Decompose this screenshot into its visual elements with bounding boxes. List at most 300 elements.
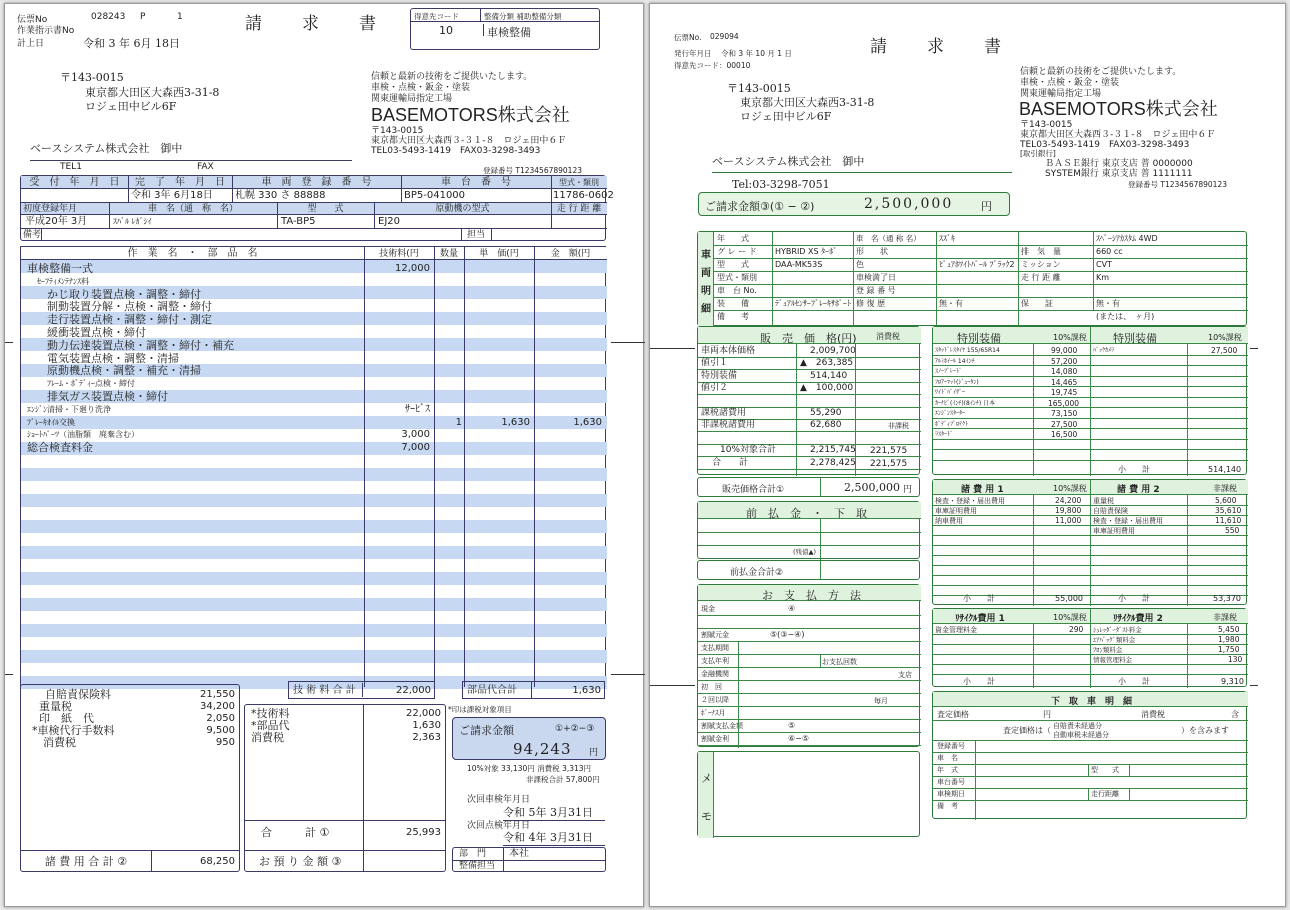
vehicle-a-cell: 年 式 bbox=[717, 234, 749, 243]
slogan-1: 信頼と最新の技術をご提供いたします。 bbox=[371, 72, 533, 82]
vehicle-b-cell: HYBRID XS ﾀｰﾎﾞ bbox=[775, 247, 838, 256]
special-item-name: ｴﾝｼﾞﾝｽﾀｰﾀｰ bbox=[935, 410, 966, 417]
vehicle-side-char: 細 bbox=[701, 304, 711, 315]
sale-row-value: 2,278,425 bbox=[810, 457, 856, 468]
issue-date: 令和 3 年 10 月 1 日 bbox=[721, 49, 792, 58]
memo-char-1: メ bbox=[701, 772, 712, 785]
sum-value: 2,363 bbox=[412, 732, 441, 743]
amount-header: 金 額(円 bbox=[550, 249, 591, 259]
company-zip: 〒143-0015 bbox=[1020, 120, 1073, 130]
fees-total: 68,250 bbox=[200, 856, 235, 867]
customer-code: 得意先コード：00010 bbox=[674, 61, 751, 70]
special-item-price: 57,200 bbox=[1051, 356, 1078, 366]
trade-row-label: 年 式 bbox=[937, 766, 958, 774]
pay-row-mark: ⑤ bbox=[788, 721, 796, 730]
special-title-left: 特別装備 bbox=[957, 332, 1001, 345]
work-item-name: ｴﾝｼﾞﾝ清掃・下廻り洗浄 bbox=[27, 404, 111, 414]
pay-row-label: ２回以降 bbox=[701, 696, 729, 704]
special-item-name: ｶｰﾅﾋﾞ(ｲﾝﾁ)(8ｲﾝﾁ) 日本 bbox=[935, 399, 996, 407]
customer-name: ベースシステム株式会社 御中 bbox=[712, 153, 1012, 173]
prepay-total-label: 前払金合計② bbox=[730, 568, 784, 578]
engine-model: EJ20 bbox=[378, 216, 400, 227]
work-item-name: ﾌﾞﾚｰｷｵｲﾙ交換 bbox=[27, 417, 75, 427]
trade-note-4: ）を含みます bbox=[1181, 726, 1229, 735]
sale-row-value: ▲ 263,385 bbox=[800, 358, 854, 369]
bill-amount-box bbox=[452, 717, 606, 760]
sum-label: 消費税 bbox=[251, 731, 284, 744]
trade-price-yen: 円 bbox=[1043, 710, 1051, 719]
work-item-name: ｾｰﾌﾃｨﾒﾝﾃﾅﾝｽ料 bbox=[37, 276, 89, 286]
recycle1-tax: 10%課税 bbox=[1053, 613, 1087, 622]
recycle1-item-price: 290 bbox=[1069, 625, 1084, 634]
special-subtotal: 514,140 bbox=[1208, 465, 1242, 474]
vehicle-e-cell: ミッション bbox=[1021, 260, 1061, 269]
slogan-2: 車検・点検・鈑金・塗装 bbox=[371, 83, 471, 93]
vehicle-d-cell: ﾋﾟｭｱﾎﾜｲﾄﾊﾟｰﾙ ﾌﾞﾗｯｸ2 bbox=[939, 260, 1015, 269]
vehicle-c-cell: 形 状 bbox=[856, 247, 888, 256]
staff-label: 担当 bbox=[466, 230, 485, 240]
sale-price-box bbox=[697, 326, 920, 475]
company-zip: 〒143-0015 bbox=[371, 126, 424, 136]
work-item-name: 制動装置分解・点検・調整・締付 bbox=[47, 300, 212, 314]
special-title-right: 特別装備 bbox=[1113, 332, 1157, 345]
residual-debt-label: (残債▲) bbox=[793, 548, 817, 556]
special-item-name: ﾊﾞｯｸｶﾒﾗ bbox=[1093, 347, 1115, 354]
pay-row-mark: ⑥−⑤ bbox=[788, 734, 810, 743]
work-item-tech: 7,000 bbox=[401, 442, 430, 454]
type-class-header: 型式・類別 bbox=[559, 178, 599, 187]
sale-row-label: 課税諸費用 bbox=[701, 408, 747, 418]
slip-no-label: 伝票No bbox=[17, 15, 48, 25]
recycle1-item-name: 資金管理料金 bbox=[935, 626, 977, 634]
fee-value: 2,050 bbox=[206, 713, 235, 724]
vehicle-c-cell: 登 録 番 号 bbox=[856, 286, 896, 295]
special-tax-right: 10%課税 bbox=[1208, 333, 1242, 342]
vehicle-a-cell: 型式・類別 bbox=[717, 273, 757, 282]
customer-zip: 〒143-0015 bbox=[727, 82, 791, 95]
fee-value: 950 bbox=[215, 737, 235, 748]
sale-row-value: ▲ 100,000 bbox=[800, 383, 854, 394]
fax-label: FAX bbox=[197, 162, 214, 172]
company-address: 東京都大田区大森西３-３１-８ ロジェ田中６Ｆ bbox=[371, 136, 567, 146]
sum-total: 25,993 bbox=[406, 827, 441, 838]
trade-model-label: 型 式 bbox=[1091, 766, 1119, 774]
vehicle-side-char: 明 bbox=[701, 286, 711, 297]
sale-row-value: 55,290 bbox=[810, 408, 842, 418]
bank-label: [取引銀行] bbox=[1020, 149, 1056, 158]
fee1-title: 諸 費 用 1 bbox=[961, 485, 1004, 495]
category-label: 整備分類 補助整備分類 bbox=[481, 9, 599, 22]
type-class: 11786-0602 bbox=[553, 190, 614, 201]
special-item-name: ﾗｽﾀｰﾄﾞ bbox=[935, 431, 954, 438]
fee1-item-name: 納車費用 bbox=[935, 517, 963, 525]
sale-title: 販 売 価 格(円) bbox=[760, 332, 857, 345]
vehicle-d-cell: 無・有 bbox=[939, 299, 963, 308]
unit-price-header: 単 価(円 bbox=[479, 249, 519, 259]
fee2-title: 諸 費 用 2 bbox=[1117, 485, 1160, 495]
sale-row-tax: 221,575 bbox=[870, 446, 908, 457]
company-address: 東京都大田区大森西３-３１-８ ロジェ田中６Ｆ bbox=[1020, 130, 1216, 140]
sale-tax-header: 消費税 bbox=[876, 332, 900, 341]
tech-total-box bbox=[288, 681, 435, 699]
pay-row-mark: ④ bbox=[788, 604, 796, 613]
slip-label: 伝票No. bbox=[674, 33, 702, 42]
slogan-3: 関東運輸局指定工場 bbox=[1020, 89, 1102, 99]
fee2-subtotal: 53,370 bbox=[1213, 594, 1241, 603]
vehicle-e-cell: 保 証 bbox=[1021, 299, 1053, 308]
special-item-name: ﾜｲﾄﾞﾊﾞｲｻﾞｰ bbox=[935, 389, 966, 396]
fee-value: 21,550 bbox=[200, 689, 235, 700]
pay-row-label: 現金 bbox=[701, 605, 715, 613]
invoice-page-1 bbox=[4, 3, 644, 907]
vehicle-info-table bbox=[20, 175, 614, 241]
company-phone: TEL03-5493-1419 FAX03-3298-3493 bbox=[371, 146, 541, 156]
sale-row-label: 値引１ bbox=[701, 358, 729, 369]
recycle2-tax: 非課税 bbox=[1213, 613, 1237, 622]
trade-row-label: 備 考 bbox=[937, 802, 958, 810]
customer-zip: 〒143-0015 bbox=[60, 71, 124, 84]
fee1-subtotal: 55,000 bbox=[1055, 594, 1083, 603]
trade-row-label: 車台番号 bbox=[937, 778, 965, 786]
special-item-name: ﾌﾛｱｰﾏｯﾄ(ｼﾞｭｰﾀﾝ) bbox=[935, 378, 979, 386]
fee2-tax: 非課税 bbox=[1213, 484, 1237, 493]
slogan-1: 信頼と最新の技術をご提供いたします。 bbox=[1020, 67, 1182, 77]
page-number: 1 bbox=[177, 12, 183, 22]
sale-row-label: 特別装備 bbox=[701, 370, 738, 381]
slip-no: 029094 bbox=[710, 32, 739, 41]
customer-address-2: ロジェ田中ビル6F bbox=[740, 110, 832, 123]
slip-no: 028243 bbox=[91, 12, 126, 22]
vehicle-d-cell: ｽｽﾞｷ bbox=[939, 234, 955, 243]
fee2-item-name: 車庫証明費用 bbox=[1093, 527, 1135, 535]
special-item-price: 27,500 bbox=[1051, 419, 1078, 429]
sale-row-value: 2,009,700 bbox=[810, 346, 856, 356]
issue-label: 発行年月日 bbox=[674, 49, 712, 58]
sale-row-label: 10%対象合計 bbox=[720, 445, 777, 456]
work-name-header: 作 業 名 ・ 部 品 名 bbox=[127, 248, 258, 259]
sale-row-value: 514,140 bbox=[810, 370, 848, 381]
vehicle-b-cell: DAA-MK53S bbox=[775, 260, 823, 269]
trade-tax-label: 消費税 bbox=[1141, 710, 1165, 719]
done-date-header: 完 了 年 月 日 bbox=[135, 177, 225, 188]
invoice-date: 令和 3 年 6月 18日 bbox=[83, 37, 180, 50]
recycle2-item-price: 1,750 bbox=[1218, 645, 1240, 654]
special-item-name: ｽﾀｯﾄﾞﾚｽﾀｲﾔ 155/65R14 bbox=[935, 347, 1000, 354]
customer-address-1: 東京都大田区大森西3-31-8 bbox=[85, 86, 220, 99]
sum-label: *技術料 bbox=[251, 707, 290, 720]
slogan-2: 車検・点検・鈑金・塗装 bbox=[1020, 78, 1120, 88]
work-item-name: 電気装置点検・調整・清掃 bbox=[47, 351, 179, 365]
sum-label: *部品代 bbox=[251, 719, 290, 732]
fees-total-label: 諸 費 用 合 計 ② bbox=[44, 855, 128, 868]
vehicle-c-cell: 修 復 歴 bbox=[856, 299, 886, 308]
done-date: 令和 3年 6月18日 bbox=[131, 190, 213, 201]
customer-code-box bbox=[410, 8, 600, 50]
recycle2-title: ﾘｻｲｸﾙ費用 2 bbox=[1113, 614, 1163, 624]
fee-label: 消費税 bbox=[43, 736, 76, 749]
model: TA-BP5 bbox=[281, 216, 316, 227]
vehicle-side-char: 両 bbox=[701, 268, 711, 279]
fee2-subtotal-label: 小 計 bbox=[1118, 594, 1150, 603]
tax-line-1: 10%対象 33,130円 消費税 3,313円 bbox=[467, 764, 592, 773]
work-items-table bbox=[20, 246, 606, 686]
work-item-tech: 3,000 bbox=[401, 429, 430, 441]
pay-row-label: 金融機関 bbox=[701, 670, 729, 678]
trade-row-label: 車検期日 bbox=[937, 790, 965, 798]
registration-number: 登録番号 T1234567890123 bbox=[1128, 180, 1227, 189]
date-label: 計上日 bbox=[17, 39, 45, 49]
work-item-name: かじ取り装置点検・調整・締付 bbox=[47, 287, 201, 301]
car-name: ｽﾊﾞﾙ ﾚｶﾞｼｲ bbox=[113, 217, 152, 226]
fee1-item-name: 検査・登録・届出費用 bbox=[935, 497, 1005, 505]
special-item-name: ｱﾙﾐﾎｲｰﾙ 14ｲﾝﾁ bbox=[935, 357, 975, 365]
pay-row-label: 割賦支払金額 bbox=[701, 722, 743, 730]
recycle2-item-name: ｼｭﾚｯﾀﾞｰﾀﾞｽﾄ料金 bbox=[1093, 626, 1142, 634]
work-item-name: 原動機点検・調整・補充・清掃 bbox=[47, 364, 201, 378]
customer-name: ベースシステム株式会社 御中 bbox=[30, 140, 352, 161]
work-item-name: 車検整備一式 bbox=[27, 262, 93, 275]
fee-value: 9,500 bbox=[206, 725, 235, 736]
tax-line-2: 非課税合計 57,800円 bbox=[526, 775, 600, 784]
vehicle-a-cell: 備 考 bbox=[717, 312, 749, 321]
fee-label: 印 紙 代 bbox=[39, 712, 94, 725]
chassis-no: BP5-041000 bbox=[404, 190, 466, 201]
fee1-item-name: 車庫証明費用 bbox=[935, 507, 977, 515]
work-item-unit: 1,630 bbox=[501, 416, 530, 428]
work-item-name: 緩衝装置点検・締付 bbox=[47, 326, 146, 339]
fee-label: *車検代行手数料 bbox=[32, 724, 115, 737]
special-item-price: 19,745 bbox=[1051, 388, 1078, 397]
dept: 本社 bbox=[509, 848, 529, 859]
next-inspection-label: 次回車検年月日 bbox=[467, 795, 531, 805]
recycle1-title: ﾘｻｲｸﾙ費用 1 bbox=[955, 614, 1005, 624]
vehicle-c-cell: 車 名（通 称 名） bbox=[856, 234, 921, 243]
sum-total-label: 合 計 ① bbox=[261, 826, 330, 839]
next-inspection-date: 令和 5年 3月31日 bbox=[503, 804, 605, 821]
trade-price-label: 査定価格 bbox=[937, 710, 969, 719]
special-subtotal-label: 小 計 bbox=[1118, 465, 1150, 474]
special-item-price: 73,150 bbox=[1051, 409, 1078, 418]
model-header: 型 式 bbox=[307, 204, 344, 214]
pay-row-mark: ⑤(③−④) bbox=[770, 630, 805, 639]
special-item-name: ﾎﾞﾃﾞｨﾌﾟﾛﾃｸﾄ bbox=[935, 420, 969, 428]
tech-total: 22,000 bbox=[396, 685, 431, 696]
next-check-label: 次回点検年月日 bbox=[467, 821, 531, 831]
sale-row-label: 車両本体価格 bbox=[701, 346, 756, 356]
invoice-page-2 bbox=[649, 3, 1286, 907]
fee-value: 34,200 bbox=[200, 701, 235, 712]
vehicle-e-cell: 走 行 距 離 bbox=[1021, 273, 1061, 282]
first-reg-date: 平成20年 3月 bbox=[25, 216, 88, 227]
pay-row-label: ﾎﾞｰﾅｽ月 bbox=[701, 709, 726, 717]
distance-header: 走 行 距 離 bbox=[556, 204, 602, 214]
sum-value: 22,000 bbox=[406, 708, 441, 719]
fee2-item-price: 550 bbox=[1225, 526, 1240, 535]
memo-char-2: モ bbox=[701, 810, 712, 823]
mechanic-label: 整備担当 bbox=[459, 861, 496, 871]
bank-1: ＢＡＳＥ銀行 東京支店 普 0000000 bbox=[1045, 159, 1193, 169]
trade-detail-title: 下 取 車 明 細 bbox=[1051, 697, 1133, 707]
recycle2-item-name: ｴｱﾊﾞｯｸﾞ類料金 bbox=[1093, 636, 1136, 644]
engine-header: 原動機の型式 bbox=[435, 204, 490, 214]
sum-box bbox=[244, 704, 446, 872]
monthly-label: 毎月 bbox=[874, 697, 888, 705]
customer-address-2: ロジェ田中ビル6F bbox=[85, 100, 177, 113]
work-item-name: ﾌﾚｰﾑ・ﾎﾞﾃﾞｨｰ点検・締付 bbox=[47, 379, 135, 389]
pay-row-label: 支払期間 bbox=[701, 644, 729, 652]
customer-address-1: 東京都大田区大森西3-31-8 bbox=[740, 96, 875, 109]
vehicle-a-cell: 装 備 bbox=[717, 299, 749, 308]
sum-value: 1,630 bbox=[412, 720, 441, 731]
tech-total-label: 技 術 料 合 計 bbox=[291, 683, 363, 697]
special-item-name: ｽﾉｰﾌﾞﾚｰﾄﾞ bbox=[935, 368, 963, 375]
bill-yen: 円 bbox=[589, 748, 599, 758]
work-item-tech: ｻｰﾋﾞｽ bbox=[405, 403, 430, 415]
sale-row-value: 2,215,745 bbox=[810, 445, 856, 456]
vehicle-f-cell: ｽﾍﾟｰｼｱｶｽﾀﾑ 4WD bbox=[1096, 234, 1158, 243]
fee1-tax: 10%課税 bbox=[1053, 484, 1087, 493]
work-item-name: ｼｮｰﾄﾊﾟｰﾂ（油脂類 廃棄含む） bbox=[27, 430, 139, 440]
note-label: 備考 bbox=[23, 230, 42, 240]
first-reg-header: 初度登録年月 bbox=[23, 204, 78, 214]
branch-label: 支店 bbox=[898, 671, 912, 679]
recycle2-item-price: 1,980 bbox=[1218, 635, 1240, 644]
document-title: 請 求 書 bbox=[245, 14, 378, 34]
vehicle-detail-table bbox=[697, 231, 1247, 326]
special-item-price: 27,500 bbox=[1211, 346, 1238, 355]
parts-total-label: 部品代合計 bbox=[467, 685, 517, 696]
special-item-price: 14,080 bbox=[1051, 367, 1078, 376]
page-label: P bbox=[140, 12, 146, 22]
bill-yen: 円 bbox=[981, 200, 992, 213]
trade-note-2: 自賠責未経過分 bbox=[1053, 722, 1102, 730]
customer-code: 10 bbox=[439, 24, 453, 37]
sale-total: 2,500,000 bbox=[844, 481, 900, 494]
company-name: BASEMOTORS株式会社 bbox=[371, 105, 570, 125]
work-item-name: 走行装置点検・調整・締付・測定 bbox=[47, 313, 212, 327]
bill-amount-box bbox=[698, 192, 1010, 216]
recycle1-subtotal-label: 小 計 bbox=[963, 677, 995, 686]
trade-in-box bbox=[697, 501, 920, 559]
sale-total-yen: 円 bbox=[903, 485, 913, 495]
bill-amount: 2,500,000 bbox=[864, 196, 954, 212]
work-item-amount: 1,630 bbox=[573, 416, 602, 428]
sale-row-label: 合 計 bbox=[712, 457, 749, 468]
parts-total-box bbox=[462, 681, 605, 699]
trade-row-label: 車 名 bbox=[937, 754, 958, 762]
tel-label: TEL1 bbox=[60, 162, 82, 172]
fee2-item-price: 11,610 bbox=[1215, 516, 1242, 525]
vehicle-f-cell: Km bbox=[1096, 273, 1110, 282]
fee1-item-price: 19,800 bbox=[1055, 506, 1082, 515]
sale-row-label: 非課税諸費用 bbox=[701, 420, 756, 431]
dept-box bbox=[452, 847, 606, 872]
special-item-price: 99,000 bbox=[1051, 346, 1078, 355]
registration-number: 登録番号 T1234567890123 bbox=[483, 166, 582, 175]
vehicle-e-cell: 排 気 量 bbox=[1021, 247, 1061, 256]
special-tax-left: 10%課税 bbox=[1053, 333, 1087, 342]
pay-row-label: 割賦元金 bbox=[701, 631, 729, 639]
fee1-item-price: 24,200 bbox=[1055, 496, 1082, 505]
bill-amount: 94,243 bbox=[513, 740, 572, 758]
vehicle-c-cell: 車検満了日 bbox=[856, 273, 896, 282]
fee2-item-name: 検査・登録・届出費用 bbox=[1093, 517, 1163, 525]
car-name-header: 車 名（通 称 名） bbox=[147, 204, 238, 214]
work-item-name: 排気ガス装置点検・締付 bbox=[47, 390, 168, 403]
fee2-item-price: 5,600 bbox=[1215, 496, 1237, 505]
trade-tax-incl: 含 bbox=[1231, 710, 1239, 719]
recycle2-subtotal-label: 小 計 bbox=[1118, 677, 1150, 686]
pay-row-label: 支払年利 bbox=[701, 657, 729, 665]
customer-tel: Tel:03-3298-7051 bbox=[732, 178, 830, 191]
deposit-label: お 預 り 金 額 ③ bbox=[259, 855, 342, 868]
fees-box bbox=[20, 684, 240, 872]
vehicle-f-cell: 無・有 bbox=[1096, 299, 1120, 308]
fee-label: 重量税 bbox=[39, 700, 72, 713]
dept-label: 部 門 bbox=[459, 849, 487, 859]
work-item-name: 動力伝達装置点検・調整・締付・補充 bbox=[47, 338, 234, 352]
vehicle-a-cell: グ レ ー ド bbox=[717, 247, 757, 256]
memo-box bbox=[697, 751, 920, 837]
special-item-price: 165,000 bbox=[1048, 398, 1080, 408]
trade-distance-label: 走行距離 bbox=[1091, 790, 1119, 798]
fee2-item-price: 35,610 bbox=[1215, 506, 1242, 515]
reg-no-header: 車 両 登 録 番 号 bbox=[261, 177, 372, 188]
vehicle-f-cell: 660 cc bbox=[1096, 247, 1123, 256]
pay-count-label: お支払回数 bbox=[822, 658, 857, 666]
payment-method-box bbox=[697, 584, 920, 747]
vehicle-f-cell: (または、 ヶ月) bbox=[1096, 312, 1155, 321]
trade-note-3: 自動車税未経過分 bbox=[1053, 731, 1109, 739]
recycle2-item-name: 情報管理料金 bbox=[1093, 656, 1132, 664]
work-item-qty: 1 bbox=[455, 416, 462, 428]
sale-row-value: 62,680 bbox=[810, 420, 842, 431]
special-item-price: 14,465 bbox=[1051, 377, 1078, 387]
fee1-subtotal-label: 小 計 bbox=[963, 594, 995, 603]
special-item-price: 16,500 bbox=[1051, 430, 1078, 439]
trade-note-1: 査定価格は（ bbox=[1003, 726, 1051, 735]
fee2-item-name: 自賠責保険 bbox=[1093, 507, 1128, 515]
trade-title: 前 払 金 ・ 下 取 bbox=[746, 507, 867, 520]
trade-in-detail-box bbox=[932, 691, 1247, 819]
qty-header: 数量 bbox=[439, 249, 458, 259]
work-item-name: 総合検査料金 bbox=[27, 441, 93, 455]
recv-date-header: 受 付 年 月 日 bbox=[29, 177, 120, 188]
payment-title: お 支 払 方 法 bbox=[762, 589, 861, 602]
vehicle-side-char: 車 bbox=[701, 250, 711, 261]
prepay-total-box bbox=[697, 560, 920, 580]
tax-note: *印は課税対象項目 bbox=[448, 705, 512, 714]
work-item-tech: 12,000 bbox=[395, 263, 430, 274]
sale-total-label: 販売価格合計① bbox=[722, 485, 785, 495]
pay-row-label: 初 回 bbox=[701, 683, 722, 691]
recycle-fees-box bbox=[932, 608, 1247, 687]
sale-total-box bbox=[697, 477, 920, 497]
fee1-item-price: 11,000 bbox=[1055, 516, 1082, 525]
pay-row-label: 割賦金利 bbox=[701, 735, 729, 743]
vehicle-reg-no: 札幌 330 さ 88888 bbox=[235, 190, 326, 201]
category-value: 車検整備 bbox=[483, 24, 531, 36]
sale-row-label: 値引２ bbox=[701, 383, 729, 394]
next-check-date: 令和 4年 3月31日 bbox=[503, 829, 605, 846]
parts-total: 1,630 bbox=[572, 685, 601, 696]
recycle2-item-price: 130 bbox=[1228, 655, 1243, 664]
chassis-header: 車 台 番 号 bbox=[441, 177, 511, 188]
company-name: BASEMOTORS株式会社 bbox=[1019, 99, 1218, 119]
sale-row-tax: 221,575 bbox=[870, 458, 908, 469]
customer-code-label: 得意先コード bbox=[411, 9, 481, 22]
vehicle-a-cell: 車 台 No. bbox=[717, 286, 757, 295]
